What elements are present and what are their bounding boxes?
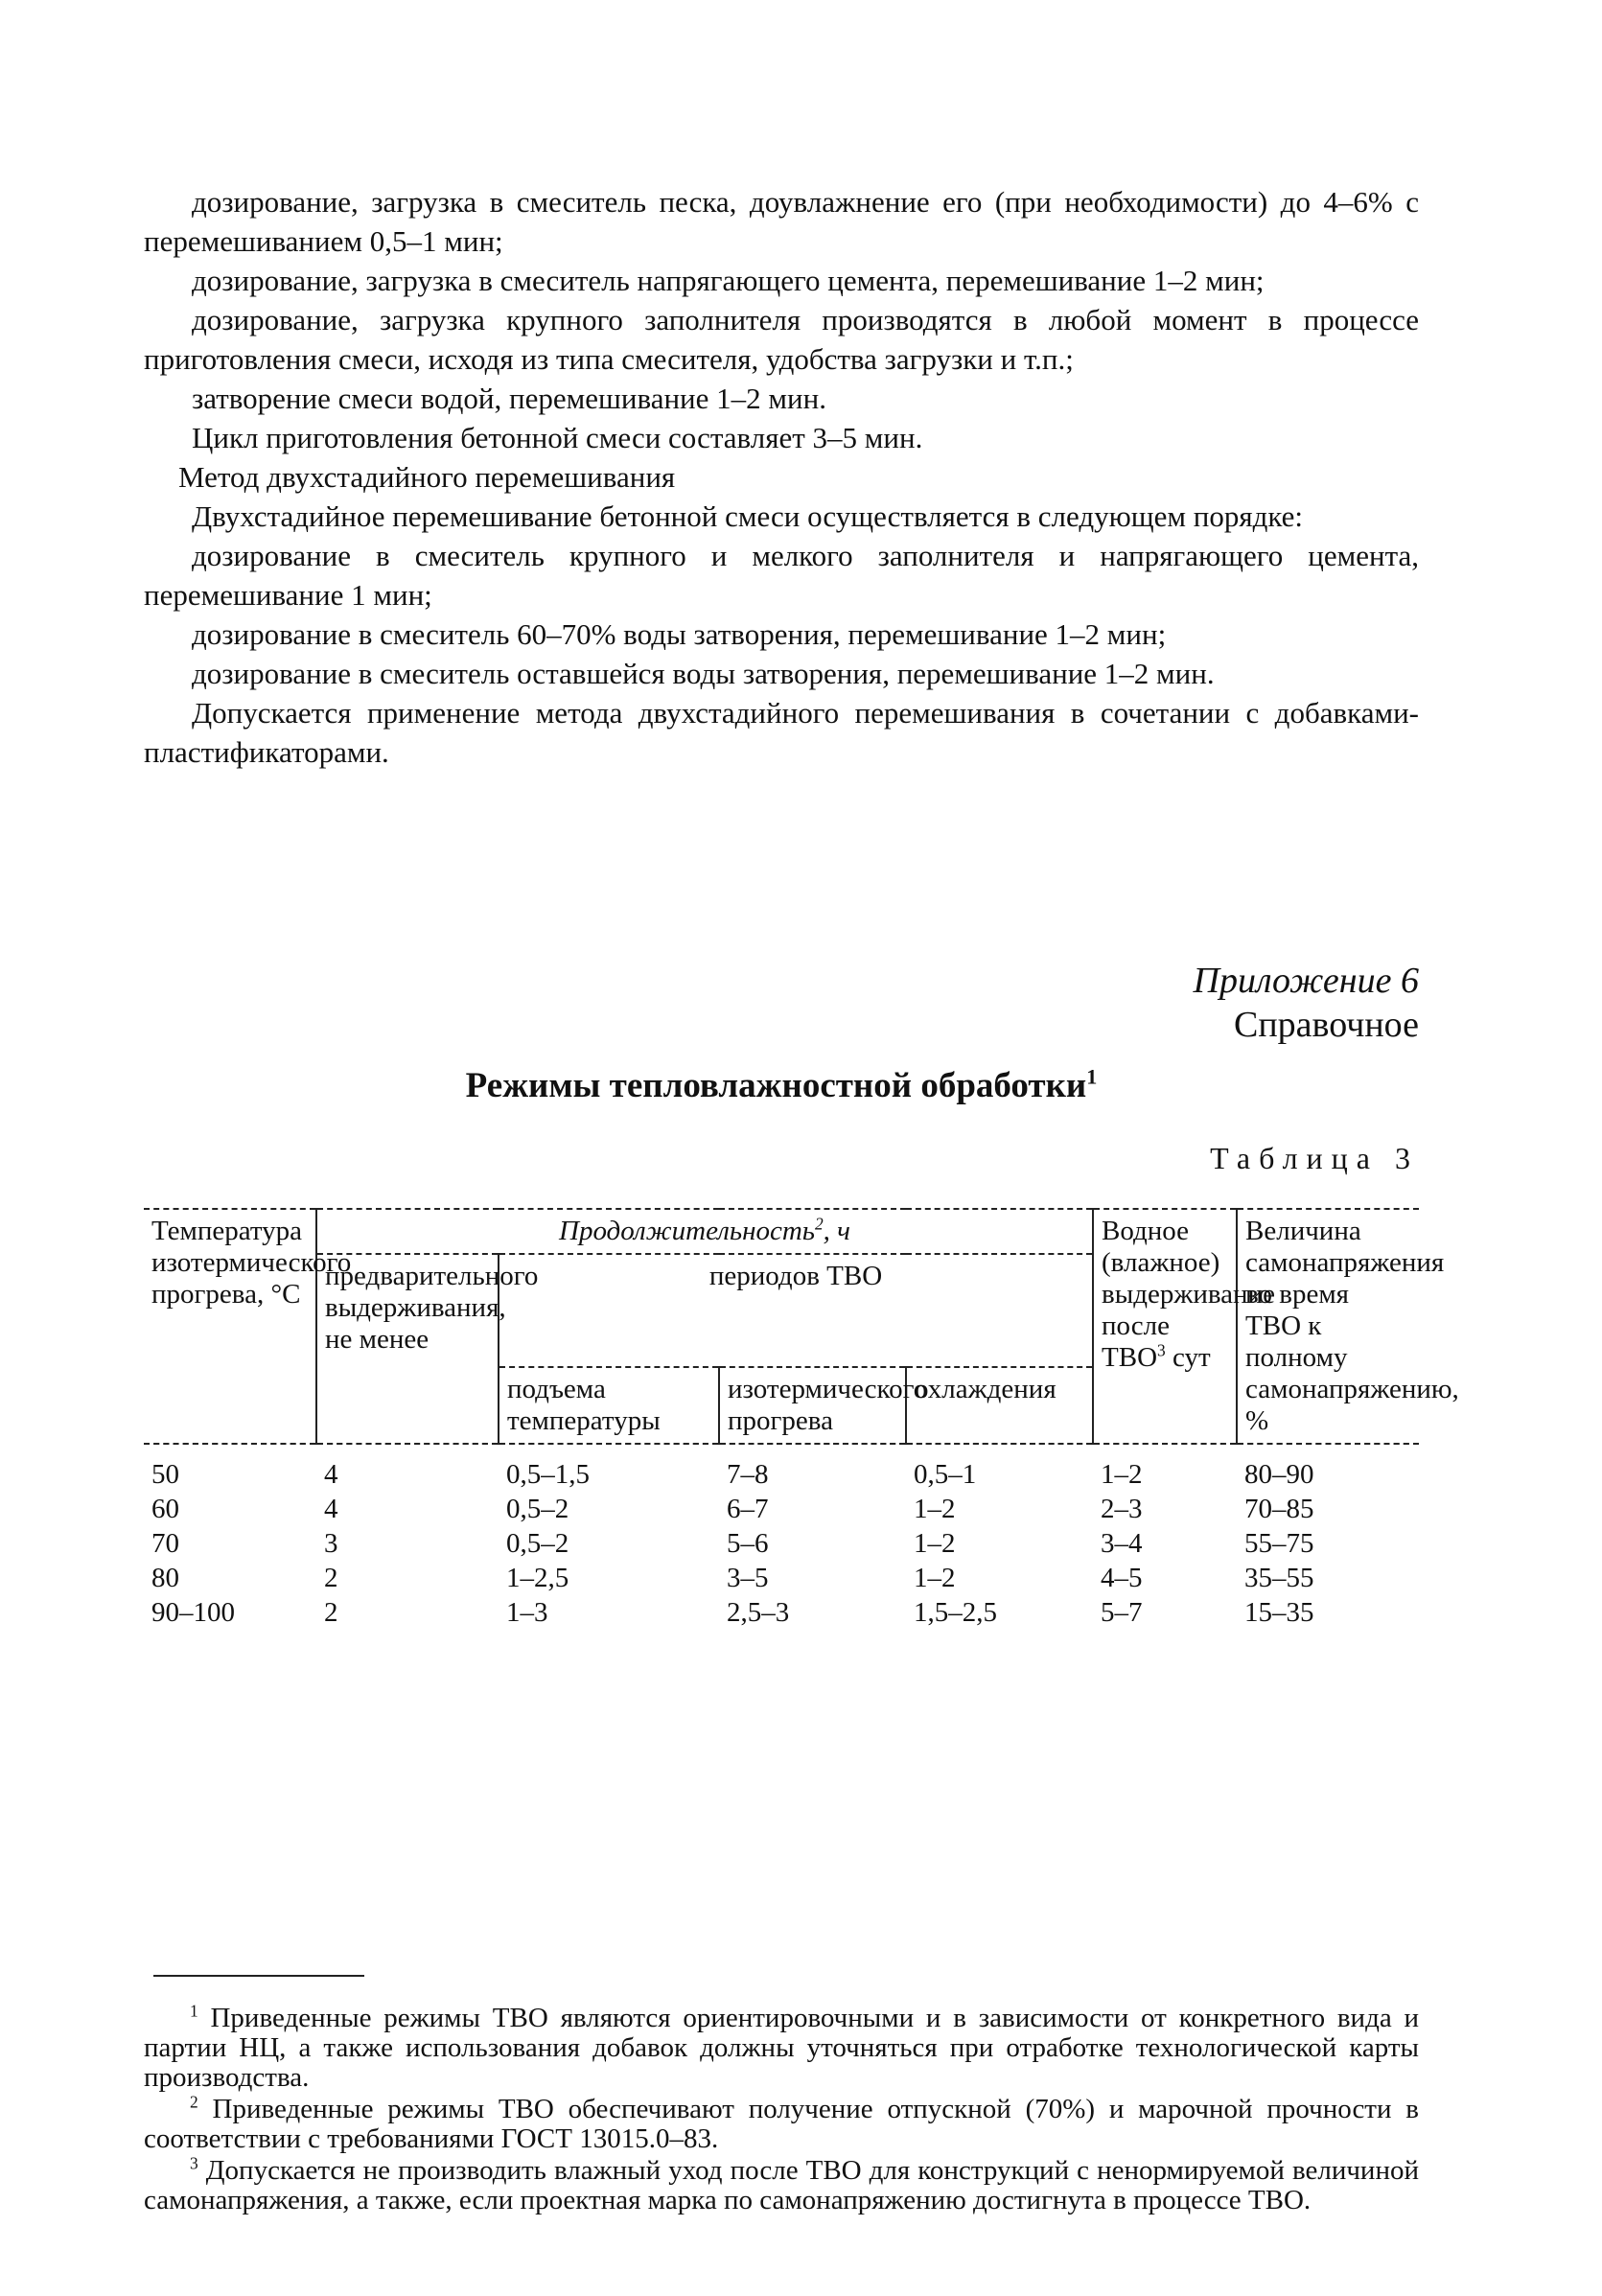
cell: 0,5–1 bbox=[914, 1459, 977, 1490]
cell: 4–5 bbox=[1101, 1563, 1143, 1593]
cell: 60 bbox=[151, 1494, 179, 1524]
cell: 0,5–2 bbox=[506, 1528, 569, 1559]
table-row bbox=[144, 1560, 1419, 1594]
cell: 2–3 bbox=[1101, 1494, 1143, 1524]
header-water-care bbox=[1093, 1209, 1275, 1444]
footnote-mark: 1 bbox=[1086, 1064, 1098, 1089]
cell: 1–2 bbox=[914, 1563, 956, 1593]
cell: 3–4 bbox=[1101, 1528, 1143, 1559]
cell: 2,5–3 bbox=[727, 1597, 790, 1628]
header-water-care-unit: сут bbox=[1172, 1342, 1211, 1373]
cell: 35–55 bbox=[1244, 1563, 1314, 1593]
footnote-mark: 2 bbox=[814, 1214, 824, 1234]
cell: 55–75 bbox=[1244, 1528, 1314, 1559]
cell: 1–2,5 bbox=[506, 1563, 569, 1593]
appendix-kind: Справочное bbox=[1233, 1005, 1419, 1045]
cell: 1–2 bbox=[914, 1494, 956, 1524]
cell: 4 bbox=[324, 1494, 338, 1524]
header-self-stress: Величина самонапряжения во время ТВО к полному самонапряжению, % bbox=[1237, 1209, 1419, 1444]
cell: 1–2 bbox=[1101, 1459, 1143, 1490]
cell: 90–100 bbox=[151, 1597, 235, 1628]
treatment-table bbox=[144, 1208, 1459, 1629]
header-temperature: Температура изотермического прогрева, °С bbox=[144, 1209, 316, 1444]
paragraph: дозирование, загрузка в смеситель песка, доувлажнение его (при необходимости) до 4–6% с перемешиванием 0,5–1 мин; bbox=[144, 185, 1419, 258]
cell: 7–8 bbox=[727, 1459, 769, 1490]
body-text bbox=[144, 182, 1419, 772]
appendix-label bbox=[1194, 959, 1419, 1047]
footnote bbox=[144, 2153, 1419, 2215]
cell: 70–85 bbox=[1244, 1494, 1314, 1524]
cell: 80 bbox=[151, 1563, 179, 1593]
footnote-text: Приведенные режимы ТВО обеспечивают получение отпускной (70%) и марочной прочности в соответствии с требованиями ГОСТ 13015.0–83. bbox=[144, 2094, 1419, 2154]
table-row bbox=[144, 1594, 1419, 1629]
footnote-mark: 2 bbox=[190, 2092, 198, 2112]
cell: 3 bbox=[324, 1528, 338, 1559]
footnote-divider bbox=[153, 1975, 364, 1977]
cell: 80–90 bbox=[1244, 1459, 1314, 1490]
header-duration bbox=[316, 1209, 1093, 1254]
header-pre-holding: предварительного выдерживания, не менее bbox=[316, 1254, 499, 1444]
paragraph: дозирование в смеситель 60–70% воды затворения, перемешивание 1–2 мин; bbox=[192, 617, 1167, 651]
cell: 2 bbox=[324, 1597, 338, 1628]
paragraph: затворение смеси водой, перемешивание 1–2 мин. bbox=[192, 382, 826, 415]
appendix-number: Приложение 6 bbox=[1193, 961, 1419, 1001]
header-duration-text: Продолжительность bbox=[559, 1216, 815, 1246]
footnotes bbox=[144, 2001, 1419, 2217]
cell: 0,5–2 bbox=[506, 1494, 569, 1524]
header-cooling: охлаждения bbox=[906, 1367, 1093, 1444]
footnote-text: Допускается не производить влажный уход после ТВО для конструкций с ненормируемой величиной самонапряжения, а также, если проектная марка по самонапряжению достигнута в процессе ТВО. bbox=[144, 2155, 1419, 2215]
footnote-text: Приведенные режимы ТВО являются ориентировочными и в зависимости от конкретного вида и партии НЦ, а также использования добавок должны уточняться при отработке технологической карты производства. bbox=[144, 2003, 1419, 2093]
title-text: Режимы тепловлажностной обработки bbox=[465, 1066, 1087, 1105]
footnote-mark: 3 bbox=[190, 2153, 198, 2173]
paragraph: Двухстадийное перемешивание бетонной смеси осуществляется в следующем порядке: bbox=[192, 499, 1304, 533]
section-heading: Метод двухстадийного перемешивания bbox=[178, 460, 676, 494]
cell: 50 bbox=[151, 1459, 179, 1490]
table-row bbox=[144, 1525, 1419, 1560]
header-tvo-periods: периодов ТВО bbox=[499, 1254, 1093, 1367]
cell: 2 bbox=[324, 1563, 338, 1593]
table-row bbox=[144, 1491, 1419, 1525]
cell: 0,5–1,5 bbox=[506, 1459, 590, 1490]
cell: 3–5 bbox=[727, 1563, 769, 1593]
table-caption: Таблица 3 bbox=[1210, 1141, 1419, 1175]
header-isothermal: изотермического прогрева bbox=[719, 1367, 906, 1444]
header-duration-unit: , ч bbox=[823, 1216, 851, 1246]
paragraph: дозирование, загрузка в смеситель напрягающего цемента, перемешивание 1–2 мин; bbox=[192, 264, 1265, 297]
cell: 1–2 bbox=[914, 1528, 956, 1559]
cell: 5–6 bbox=[727, 1528, 769, 1559]
footnote bbox=[144, 2001, 1419, 2093]
cell: 1,5–2,5 bbox=[914, 1597, 997, 1628]
footnote-mark: 1 bbox=[190, 2001, 198, 2021]
cell: 6–7 bbox=[727, 1494, 769, 1524]
paragraph: дозирование в смеситель оставшейся воды затворения, перемешивание 1–2 мин. bbox=[192, 657, 1215, 690]
footnote bbox=[144, 2092, 1419, 2154]
cell: 1–3 bbox=[506, 1597, 548, 1628]
paragraph: дозирование, загрузка крупного заполнителя производятся в любой момент в процессе приготовления смеси, исходя из типа смесителя, удобства загрузки и т.п.; bbox=[144, 303, 1419, 376]
document-page bbox=[144, 182, 1459, 2215]
cell: 4 bbox=[324, 1459, 338, 1490]
footnote-mark: 3 bbox=[1157, 1340, 1166, 1360]
paragraph: дозирование в смеситель крупного и мелкого заполнителя и напрягающего цемента, перемешивание 1 мин; bbox=[144, 539, 1419, 612]
cell: 15–35 bbox=[1244, 1597, 1314, 1628]
header-rise: подъема температуры bbox=[499, 1367, 719, 1444]
cell: 70 bbox=[151, 1528, 179, 1559]
paragraph: Цикл приготовления бетонной смеси составляет 3–5 мин. bbox=[192, 421, 923, 454]
page-title bbox=[144, 1064, 1419, 1108]
header-water-care-text: Водное (влажное) выдерживание после ТВО bbox=[1102, 1216, 1275, 1373]
paragraph: Допускается применение метода двухстадийного перемешивания в сочетании с добавками-пластификаторами. bbox=[144, 696, 1419, 769]
table-row bbox=[144, 1444, 1419, 1491]
cell: 5–7 bbox=[1101, 1597, 1143, 1628]
